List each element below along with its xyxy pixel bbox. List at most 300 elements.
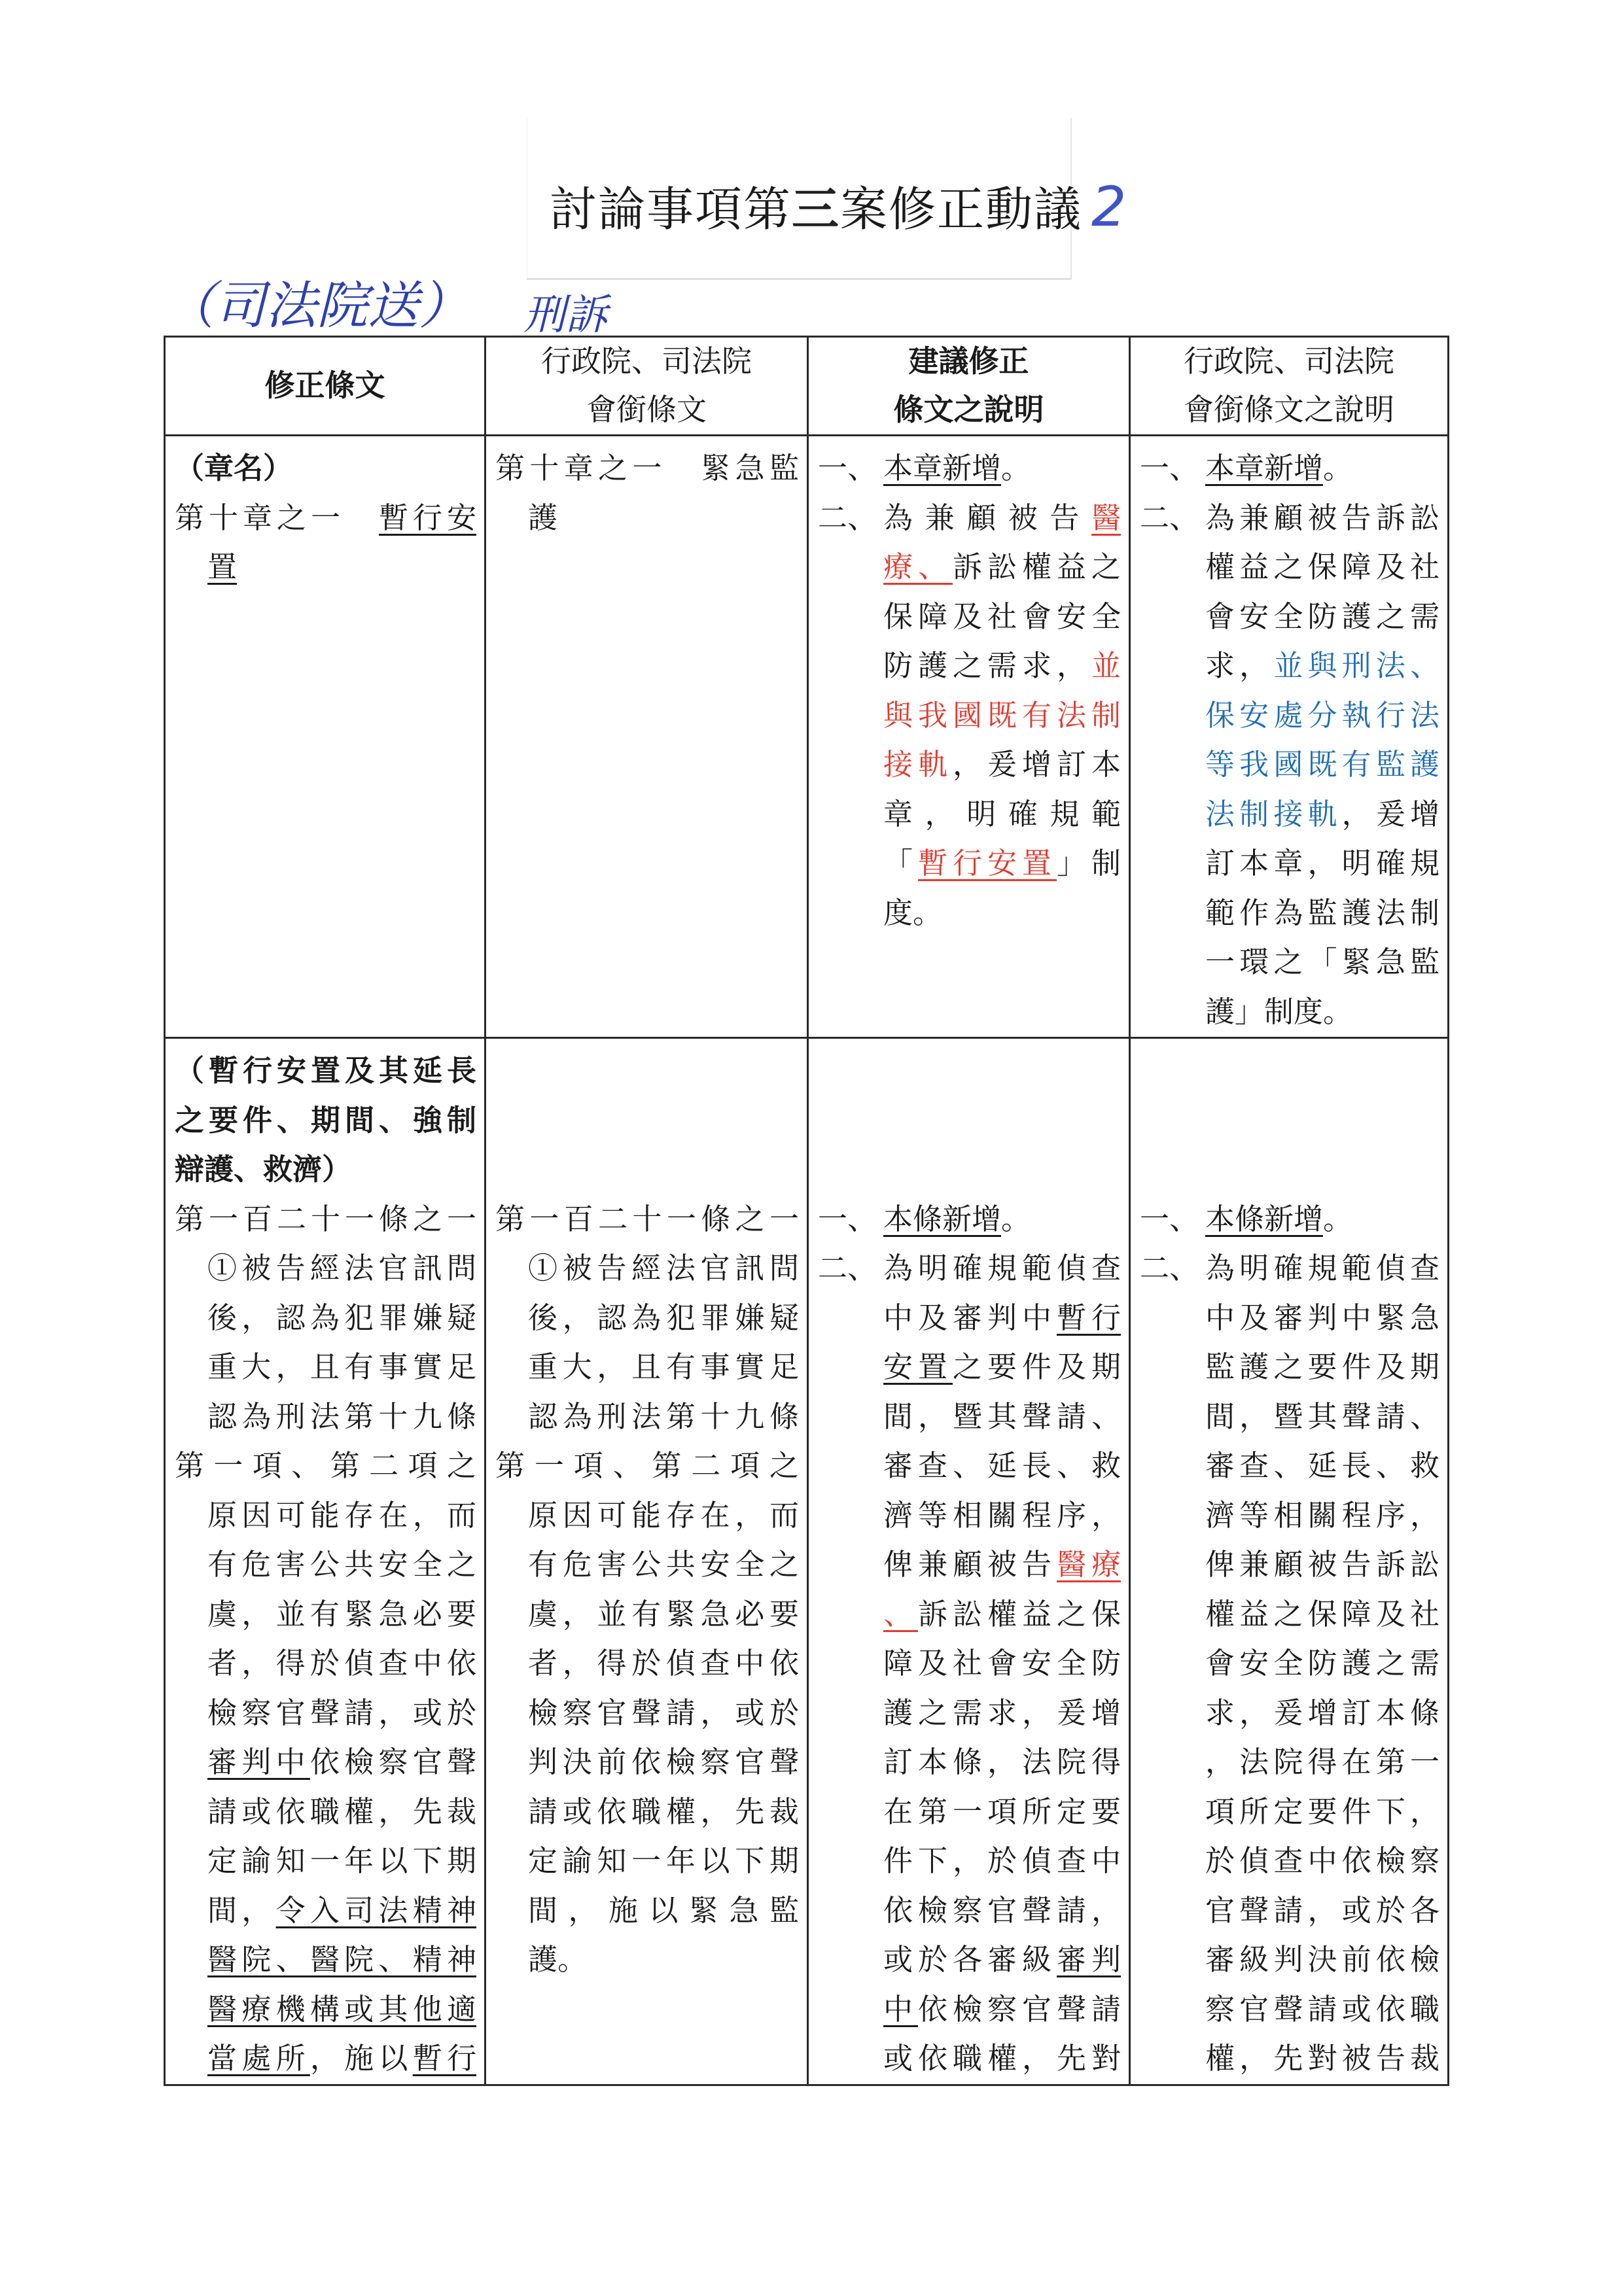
text-line	[818, 543, 1121, 593]
text-line	[818, 1590, 1121, 1640]
text-segment: 度。	[883, 896, 943, 930]
line-text	[495, 1442, 799, 1491]
text-line	[495, 1837, 799, 1887]
text-segment: 監護之要件及期	[1205, 1351, 1439, 1383]
text-segment: 「	[883, 847, 918, 880]
text-line	[175, 1145, 476, 1195]
line-text	[207, 1540, 476, 1590]
text-line	[175, 1096, 476, 1146]
text-line	[175, 1689, 476, 1739]
line-text	[1205, 691, 1439, 741]
line-text	[207, 1639, 476, 1689]
header-proposed-explanation	[808, 337, 1130, 436]
line-text	[883, 1639, 1121, 1689]
text-line	[818, 1837, 1121, 1887]
text-line	[1140, 1639, 1439, 1689]
red-amended-text: 接軌	[883, 748, 953, 781]
line-text	[883, 593, 1121, 642]
text-segment: 為明確規範偵查	[1205, 1252, 1439, 1285]
page-title	[550, 171, 1128, 239]
blue-text: 保安處分執行法	[1205, 699, 1439, 732]
text-line	[495, 1096, 799, 1146]
text-line	[1140, 1244, 1439, 1294]
text-line	[495, 1689, 799, 1739]
underlined-text: 中	[883, 1992, 918, 2026]
text-segment: 第十章之一 緊急監	[495, 452, 799, 485]
line-text	[528, 494, 799, 544]
line-text	[207, 1244, 476, 1294]
line-text	[883, 1936, 1121, 1985]
line-text	[883, 889, 1121, 939]
line-text	[207, 1936, 476, 1985]
text-segment: 求，	[1205, 650, 1274, 682]
text-line	[495, 1442, 799, 1491]
text-segment: 後，認為犯罪嫌疑	[207, 1301, 476, 1334]
line-text	[528, 1689, 799, 1739]
line-text	[528, 1837, 799, 1887]
text-line	[818, 1491, 1121, 1541]
cell-text	[486, 436, 807, 543]
line-text	[883, 1738, 1121, 1788]
text-segment: ，爰增訂本	[953, 748, 1121, 781]
text-line	[818, 1985, 1121, 2035]
text-line	[1140, 1047, 1439, 1096]
cell-text	[166, 1039, 484, 2084]
line-text	[883, 1788, 1121, 1837]
text-line	[175, 1936, 476, 1985]
text-line	[1140, 1343, 1439, 1393]
text-line	[175, 1887, 476, 1936]
text-line	[175, 1639, 476, 1689]
table-cell	[808, 436, 1130, 1038]
text-line	[495, 1788, 799, 1837]
text-line	[1140, 1738, 1439, 1788]
line-text	[495, 1145, 799, 1195]
text-line	[175, 1837, 476, 1887]
text-line	[818, 1442, 1121, 1491]
text-line	[175, 1442, 476, 1491]
text-segment: 為明確規範偵查	[883, 1252, 1121, 1285]
text-segment: 訴訟權益之保	[918, 1597, 1121, 1631]
text-segment: 有危害公共安全之	[528, 1548, 799, 1581]
text-segment: 虞，並有緊急必要	[207, 1597, 476, 1631]
text-line	[495, 1047, 799, 1096]
text-segment: 為兼顧被告	[883, 501, 1091, 534]
line-text	[883, 1491, 1121, 1541]
text-line	[175, 444, 476, 494]
red-amended-text: 暫行安置	[918, 847, 1057, 880]
line-text	[175, 1145, 476, 1195]
text-line	[818, 1936, 1121, 1985]
line-text	[175, 1442, 476, 1491]
text-line	[818, 1689, 1121, 1739]
line-text	[883, 1887, 1121, 1936]
text-line	[1140, 1837, 1439, 1887]
cell-text	[486, 1039, 807, 1985]
line-text	[883, 444, 1121, 494]
line-text	[883, 1689, 1121, 1739]
line-text	[1205, 1442, 1439, 1491]
line-text	[883, 2034, 1121, 2084]
text-segment: 護。	[528, 1943, 588, 1976]
line-text	[1205, 1837, 1439, 1887]
line-text	[883, 1540, 1121, 1590]
line-text	[207, 1985, 476, 2035]
text-segment: ，爰增	[1341, 797, 1439, 831]
line-text	[495, 1195, 799, 1245]
list-marker: 一、	[818, 452, 877, 485]
bold-heading-text: （章名）	[175, 452, 293, 485]
line-text	[883, 1590, 1121, 1640]
list-marker: 一、	[1140, 1202, 1199, 1236]
text-segment: 之要件及期	[953, 1351, 1121, 1383]
line-text	[883, 1343, 1121, 1393]
text-segment: 間，施以緊急監	[528, 1894, 799, 1927]
text-line	[1140, 642, 1439, 691]
table-header-row	[165, 337, 1449, 436]
line-text	[175, 494, 476, 544]
line-text	[1205, 938, 1439, 988]
text-line	[818, 740, 1121, 790]
text-line	[818, 1096, 1121, 1146]
text-line	[175, 1393, 476, 1442]
line-text	[1205, 1491, 1439, 1541]
text-line	[818, 1738, 1121, 1788]
text-segment: 會安全防護之需	[1205, 1647, 1439, 1680]
text-segment: 審級判決前依檢	[1205, 1943, 1439, 1976]
line-text	[1205, 790, 1439, 840]
cell-text	[166, 436, 484, 593]
text-line	[495, 1195, 799, 1245]
text-segment: 權益之保障及社	[1205, 1597, 1439, 1631]
text-segment: 權，先對被告裁	[1205, 2042, 1439, 2075]
text-segment: 第十章之一	[175, 501, 379, 534]
header-line: 行政院、司法院	[541, 345, 752, 378]
underlined-text: 本章新增	[1205, 452, 1324, 485]
text-segment: 。	[1001, 1202, 1031, 1236]
text-line	[818, 790, 1121, 840]
underlined-text: 令入司法精神	[275, 1894, 476, 1927]
text-segment: 中及審判中緊急	[1205, 1301, 1439, 1334]
text-segment: 依檢察官聲請	[918, 1992, 1121, 2026]
line-text	[883, 1837, 1121, 1887]
text-line	[818, 494, 1121, 544]
line-text	[528, 1491, 799, 1541]
line-text	[883, 642, 1121, 691]
text-segment: 項所定要件下，	[1205, 1795, 1439, 1828]
text-segment: 重大，且有事實足	[528, 1351, 799, 1383]
text-line	[1140, 1195, 1439, 1245]
text-line	[1140, 988, 1439, 1037]
list-marker: 二、	[1140, 1252, 1199, 1285]
blue-text: 等我國既有監護	[1205, 748, 1439, 781]
table-cell	[1130, 436, 1449, 1038]
underlined-text: 本章新增	[883, 452, 1002, 485]
line-text	[207, 1393, 476, 1442]
text-line	[1140, 1689, 1439, 1739]
text-line	[1140, 494, 1439, 544]
text-line	[1140, 1985, 1439, 2035]
line-text	[528, 1343, 799, 1393]
underlined-text: 置	[207, 551, 238, 583]
line-text	[207, 1837, 476, 1887]
text-segment: 檢察官聲請，或於	[528, 1696, 799, 1730]
text-segment: 訴訟權益之	[953, 551, 1121, 583]
handwritten-topic-note: 刑訴	[523, 292, 607, 338]
line-text	[175, 444, 476, 494]
text-line	[1140, 839, 1439, 889]
underlined-text: 暫行安	[378, 501, 476, 534]
header-government-text	[485, 337, 808, 436]
line-text	[883, 1393, 1121, 1442]
text-segment: 重大，且有事實足	[207, 1351, 476, 1383]
line-text	[818, 1047, 1121, 1096]
text-line	[175, 1738, 476, 1788]
text-line	[495, 1491, 799, 1541]
line-text	[528, 1393, 799, 1442]
underlined-text: 本條新增	[883, 1202, 1002, 1236]
header-line: 條文之說明	[893, 393, 1044, 426]
text-line	[1140, 1393, 1439, 1442]
text-line	[495, 1294, 799, 1344]
text-segment: 訂本章，明確規	[1205, 847, 1439, 880]
title-suffix: 案修正動議	[840, 184, 1083, 236]
text-segment: 護	[528, 501, 558, 534]
text-segment: 認為刑法第十九條	[528, 1400, 799, 1433]
line-text	[175, 1195, 476, 1245]
text-segment: 依檢察官聲	[309, 1746, 476, 1779]
header-line: 會銜條文之說明	[1184, 393, 1394, 426]
line-text	[495, 444, 799, 494]
text-line	[1140, 444, 1439, 494]
text-segment: 者，得於偵查中依	[528, 1647, 799, 1680]
text-segment: 第一項、第二項之	[175, 1450, 476, 1482]
line-text	[528, 1738, 799, 1788]
text-segment: 一環之「緊急監	[1205, 946, 1439, 979]
line-text	[1205, 1343, 1439, 1393]
text-line	[495, 1343, 799, 1393]
text-segment: 俾兼顧被告訴訟	[1205, 1548, 1439, 1581]
line-text	[1205, 1985, 1439, 2035]
line-text	[883, 494, 1121, 544]
table-row	[165, 1038, 1449, 2085]
line-text	[1205, 839, 1439, 889]
text-segment: 訂本條，法院得	[883, 1746, 1121, 1779]
header-line: 建議修正	[908, 345, 1029, 378]
line-text	[1205, 444, 1439, 494]
text-line	[818, 1639, 1121, 1689]
text-segment: 俾兼顧被告	[883, 1548, 1057, 1581]
text-segment: 為兼顧被告訴訟	[1205, 501, 1439, 534]
underlined-text: 當處所	[207, 2042, 310, 2075]
text-line	[495, 444, 799, 494]
text-segment: 官聲請，或於各	[1205, 1894, 1439, 1927]
red-amended-text: 並	[1091, 650, 1121, 682]
text-line	[495, 1639, 799, 1689]
line-text	[207, 1343, 476, 1393]
text-line	[1140, 1491, 1439, 1541]
text-segment: 第一百二十一條之一	[175, 1202, 476, 1236]
header-proposed-text	[165, 337, 485, 436]
line-text	[883, 1442, 1121, 1491]
line-text	[1205, 1738, 1439, 1788]
text-segment: ，施以	[309, 2042, 413, 2075]
text-line	[818, 2034, 1121, 2084]
text-line	[175, 1590, 476, 1640]
table-cell	[485, 1038, 808, 2085]
line-text	[207, 1491, 476, 1541]
text-line	[1140, 1145, 1439, 1195]
text-segment: 請或依職權，先裁	[207, 1795, 476, 1828]
table-cell	[165, 1038, 485, 2085]
cell-text	[809, 436, 1129, 938]
blue-text: 法制接軌	[1205, 797, 1342, 831]
text-line	[818, 1294, 1121, 1344]
text-line	[175, 1294, 476, 1344]
title-case-number: 三	[792, 184, 841, 236]
line-text	[1205, 889, 1439, 939]
text-line	[495, 1393, 799, 1442]
text-line	[175, 543, 476, 593]
line-text	[1205, 593, 1439, 642]
line-text	[1140, 1047, 1439, 1096]
text-line	[495, 1738, 799, 1788]
text-segment: 察官聲請或依職	[1205, 1992, 1439, 2026]
handwritten-source-note: （司法院送）	[164, 277, 470, 334]
text-line	[818, 642, 1121, 691]
red-amended-text: 療、	[883, 551, 953, 583]
text-segment: ，法院得在第一	[1205, 1746, 1439, 1779]
line-text	[207, 2034, 476, 2084]
line-text	[528, 1887, 799, 1936]
line-text	[1205, 1639, 1439, 1689]
text-segment: 。	[1323, 1202, 1353, 1236]
text-segment: 障及社會安全防	[883, 1647, 1121, 1680]
line-text	[528, 1590, 799, 1640]
text-segment: 在第一項所定要	[883, 1795, 1121, 1828]
red-amended-text: 、	[883, 1597, 918, 1631]
line-text	[1205, 1590, 1439, 1640]
line-text	[883, 1195, 1121, 1245]
text-line	[495, 1887, 799, 1936]
text-line	[175, 2034, 476, 2084]
text-line	[175, 1047, 476, 1096]
header-line: 修正條文	[264, 369, 385, 402]
header-line: 行政院、司法院	[1184, 345, 1394, 378]
table-cell	[1130, 1038, 1449, 2085]
text-segment: 護」制度。	[1205, 995, 1353, 1028]
text-segment: 件下，於偵查中	[883, 1845, 1121, 1877]
text-segment: 中及審判中	[883, 1301, 1057, 1334]
text-segment: 間，暨其聲請、	[1205, 1400, 1439, 1433]
text-line	[175, 1195, 476, 1245]
handwritten-motion-number: 2	[1091, 175, 1128, 239]
text-line	[818, 889, 1121, 939]
underlined-text: 審判	[1056, 1943, 1121, 1976]
text-line	[175, 1343, 476, 1393]
line-text	[1140, 1096, 1439, 1146]
line-text	[1205, 1689, 1439, 1739]
line-text	[1205, 1294, 1439, 1344]
line-text	[1205, 543, 1439, 593]
line-text	[883, 1985, 1121, 2035]
bold-heading-text: 辯護、救濟）	[175, 1153, 352, 1186]
line-text	[1205, 740, 1439, 790]
line-text	[818, 1145, 1121, 1195]
text-segment: 濟等相關程序，	[883, 1499, 1121, 1532]
text-segment: 護之需求，爰增	[883, 1696, 1121, 1730]
text-segment: 認為刑法第十九條	[207, 1400, 476, 1433]
text-line	[1140, 1788, 1439, 1837]
text-segment: 虞，並有緊急必要	[528, 1597, 799, 1631]
text-segment: 濟等相關程序，	[1205, 1499, 1439, 1532]
text-line	[1140, 1936, 1439, 1985]
text-line	[1140, 1590, 1439, 1640]
underlined-text: 暫行	[412, 2042, 476, 2075]
text-line	[818, 444, 1121, 494]
cell-text	[1131, 1039, 1447, 2084]
text-segment: 或依職權，先對	[883, 2042, 1121, 2075]
line-text	[207, 1590, 476, 1640]
text-line	[818, 1195, 1121, 1245]
text-segment: 判決前依檢察官聲	[528, 1746, 799, 1779]
text-segment: 於偵查中依檢察	[1205, 1845, 1439, 1877]
amendment-comparison-table	[164, 336, 1449, 2086]
text-segment: 審查、延長、救	[1205, 1450, 1439, 1482]
table-cell	[165, 436, 485, 1038]
line-text	[883, 1294, 1121, 1344]
text-segment: 會安全防護之需	[1205, 600, 1439, 633]
underlined-text: 醫院、醫院、精神	[207, 1943, 476, 1976]
text-segment: 後，認為犯罪嫌疑	[528, 1301, 799, 1334]
text-segment: 檢察官聲請，或於	[207, 1696, 476, 1730]
text-segment: 權益之保障及社	[1205, 551, 1439, 583]
line-text	[1205, 642, 1439, 691]
text-segment: 範作為監護法制	[1205, 896, 1439, 930]
text-segment: 者，得於偵查中依	[207, 1647, 476, 1680]
text-line	[818, 839, 1121, 889]
text-line	[495, 1590, 799, 1640]
text-line	[1140, 1294, 1439, 1344]
text-line	[175, 1244, 476, 1294]
line-text	[495, 1047, 799, 1096]
text-segment: 保障及社會安全	[883, 600, 1121, 633]
text-line	[175, 1788, 476, 1837]
header-line: 會銜條文	[586, 393, 707, 426]
underlined-text: 安置	[883, 1351, 953, 1383]
text-segment: 第一項、第二項之	[495, 1450, 799, 1482]
line-text	[528, 1294, 799, 1344]
text-line	[495, 1244, 799, 1294]
text-line	[1140, 1540, 1439, 1590]
blue-text: 並與刑法、	[1273, 650, 1439, 682]
line-text	[528, 1788, 799, 1837]
text-line	[818, 1393, 1121, 1442]
text-segment: 求，爰增訂本條	[1205, 1696, 1439, 1730]
text-segment: 或於各審級	[883, 1943, 1057, 1976]
red-amended-text: 醫療	[1056, 1548, 1121, 1581]
text-line	[1140, 1887, 1439, 1936]
line-text	[207, 1887, 476, 1936]
text-segment: 章，明確規範	[883, 797, 1121, 831]
line-text	[175, 1047, 476, 1096]
text-line	[1140, 593, 1439, 642]
text-segment: 定諭知一年以下期	[528, 1845, 799, 1877]
line-text	[175, 1096, 476, 1146]
line-text	[1205, 1936, 1439, 1985]
line-text	[883, 839, 1121, 889]
text-line	[818, 1343, 1121, 1393]
